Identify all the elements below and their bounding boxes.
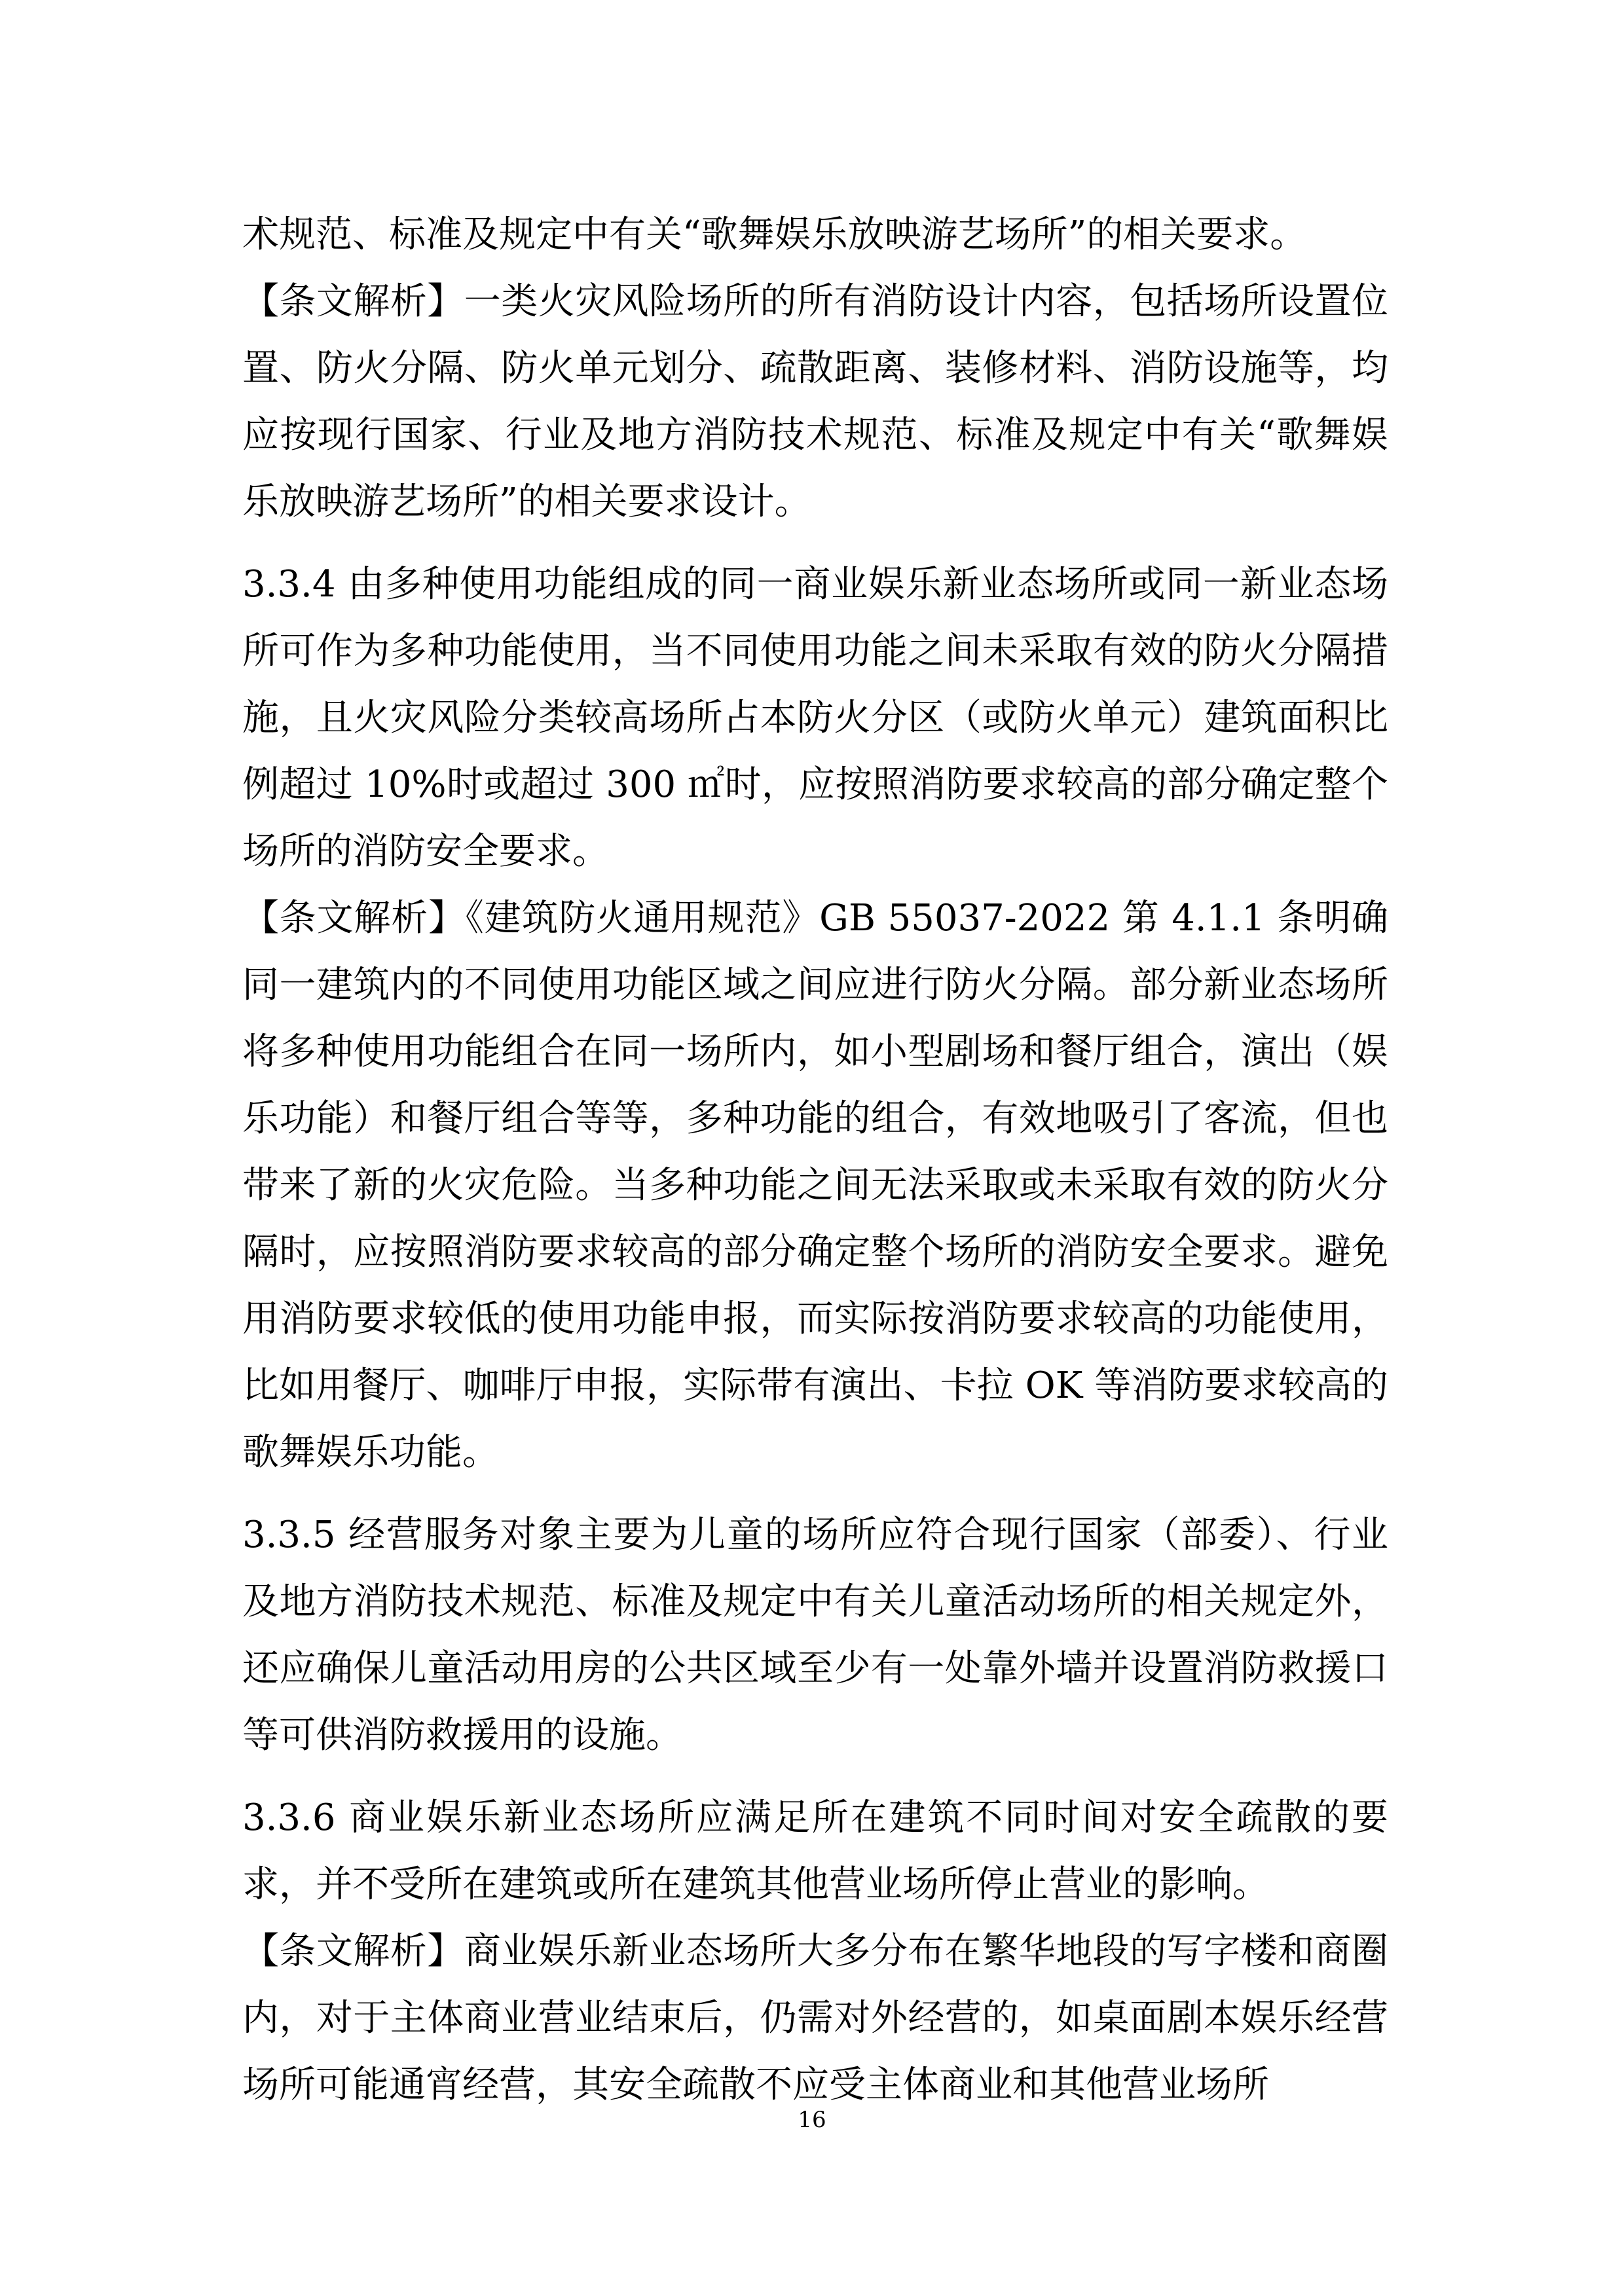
paragraph-analysis-3-3-6: 【条文解析】商业娱乐新业态场所大多分布在繁华地段的写字楼和商圈内，对于主体商业营业结束后，仍需对外经营的，如桌面剧本娱乐经营场所可能通宵经营，其安全疏散不应受主体商业和其他营业场所 [242, 1930, 1388, 2106]
document-body [242, 202, 1388, 2119]
clause-3-3-4: 3.3.4 由多种使用功能组成的同一商业娱乐新业态场所或同一新业态场所可作为多种功能使用，当不同使用功能之间未采取有效的防火分隔措施，且火灾风险分类较高场所占本防火分区（或防火单元）建筑面积比例超过 10%时或超过 300 ㎡时，应按照消防要求较高的部分确定整个场所的消防安全要求。 [242, 563, 1388, 873]
paragraph-continuation: 术规范、标准及规定中有关“歌舞娱乐放映游艺场所”的相关要求。 [242, 213, 1307, 256]
paragraph-analysis-3-3-4: 【条文解析】《建筑防火通用规范》GB 55037-2022 第 4.1.1 条明确同一建筑内的不同使用功能区域之间应进行防火分隔。部分新业态场所将多种使用功能组合在同一场所内，如小型剧场和餐厅组合，演出（娱乐功能）和餐厅组合等等，多种功能的组合，有效地吸引了客流，但也带来了新的火灾危险。当多种功能之间无法采取或未采取有效的防火分隔时，应按照消防要求较高的部分确定整个场所的消防安全要求。避免用消防要求较低的使用功能申报，而实际按消防要求较高的功能使用，比如用餐厅、咖啡厅申报，实际带有演出、卡拉 OK 等消防要求较高的歌舞娱乐功能。 [242, 897, 1388, 1474]
page-number: 16 [798, 2107, 826, 2133]
clause-3-3-6: 3.3.6 商业娱乐新业态场所应满足所在建筑不同时间对安全疏散的要求，并不受所在建筑或所在建筑其他营业场所停止营业的影响。 [242, 1796, 1388, 1906]
paragraph-analysis-3-3-3: 【条文解析】一类火灾风险场所的所有消防设计内容，包括场所设置位置、防火分隔、防火单元划分、疏散距离、装修材料、消防设施等，均应按现行国家、行业及地方消防技术规范、标准及规定中有关“歌舞娱乐放映游艺场所”的相关要求设计。 [242, 280, 1388, 523]
clause-3-3-5: 3.3.5 经营服务对象主要为儿童的场所应符合现行国家（部委）、行业及地方消防技术规范、标准及规定中有关儿童活动场所的相关规定外，还应确保儿童活动用房的公共区域至少有一处靠外墙并设置消防救援口等可供消防救援用的设施。 [242, 1514, 1388, 1757]
